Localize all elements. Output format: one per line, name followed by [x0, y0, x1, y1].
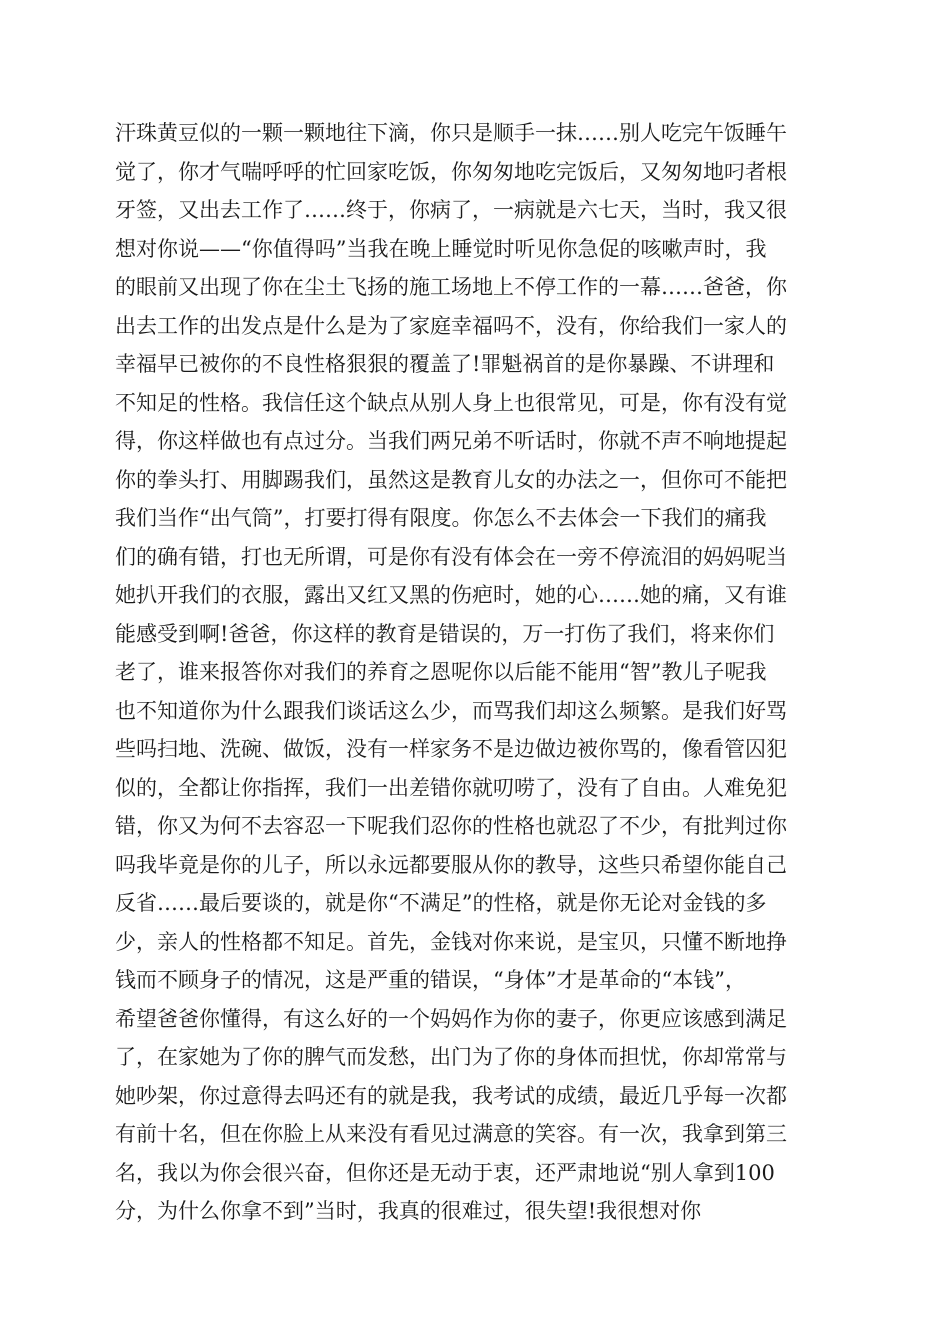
- text-line: 的眼前又出现了你在尘土飞扬的施工场地上不停工作的一幕……爸爸，你: [115, 275, 787, 299]
- text-line: 我们当作“出气筒”，打要打得有限度。你怎么不去体会一下我们的痛我: [115, 506, 767, 530]
- text-line: 觉了，你才气喘呼呼的忙回家吃饭，你匆匆地吃完饭后，又匆匆地叼者根: [115, 159, 787, 184]
- text-line: 幸福早已被你的不良性格狠狠的覆盖了!罪魁祸首的是你暴躁、不讲理和: [115, 352, 775, 376]
- text-line: 吗我毕竟是你的儿子，所以永远都要服从你的教导，这些只希望你能自己: [115, 852, 787, 877]
- text-line: 似的，全都让你指挥，我们一出差错你就叨唠了，没有了自由。人难免犯: [115, 775, 787, 800]
- text-line: 有前十名，但在你脸上从来没有看见过满意的笑容。有一次，我拿到第三: [115, 1122, 787, 1146]
- text-line: 老了，谁来报答你对我们的养育之恩呢你以后能不能用“智”教儿子呢我: [115, 660, 767, 684]
- text-line: 了，在家她为了你的脾气而发愁，出门为了你的身体而担忧，你却常常与: [115, 1045, 787, 1069]
- text-line: 错，你又为何不去容忍一下呢我们忍你的性格也就忍了不少，有批判过你: [115, 814, 787, 838]
- text-line: 出去工作的出发点是什么是为了家庭幸福吗不，没有，你给我们一家人的: [115, 313, 787, 338]
- text-line: 得，你这样做也有点过分。当我们两兄弟不听话时，你就不声不响地提起: [115, 429, 787, 453]
- text-line: 汗珠黄豆似的一颗一颗地往下滴，你只是顺手一抹……别人吃完午饭睡午: [115, 121, 787, 145]
- text-line: 她扒开我们的衣服，露出又红又黑的伤疤时，她的心……她的痛，又有谁: [115, 583, 787, 607]
- text-line: 反省……最后要谈的，就是你“不满足”的性格，就是你无论对金钱的多: [115, 891, 767, 915]
- text-line: 钱而不顾身子的情况，这是严重的错误，“身体”才是革命的“本钱”，: [115, 968, 746, 992]
- text-line: 想对你说——“你值得吗”当我在晚上睡觉时听见你急促的咳嗽声时，我: [115, 236, 767, 261]
- text-line: 牙签，又出去工作了……终于，你病了，一病就是六七天，当时，我又很: [115, 198, 787, 222]
- text-line: 少，亲人的性格都不知足。首先，金钱对你来说，是宝贝，只懂不断地挣: [115, 929, 787, 954]
- text-line: 分，为什么你拿不到”当时，我真的很难过，很失望!我很想对你: [115, 1199, 702, 1223]
- text-line: 希望爸爸你懂得，有这么好的一个妈妈作为你的妻子，你更应该感到满足: [115, 1006, 787, 1031]
- text-line: 名，我以为你会很兴奋，但你还是无动于衷，还严肃地说“别人拿到100: [115, 1160, 775, 1185]
- text-line: 她吵架，你过意得去吗还有的就是我，我考试的成绩，最近几乎每一次都: [115, 1083, 787, 1108]
- text-line: 们的确有错，打也无所谓，可是你有没有体会在一旁不停流泪的妈妈呢当: [115, 544, 787, 569]
- text-line: 你的拳头打、用脚踢我们，虽然这是教育儿女的办法之一，但你可不能把: [115, 467, 787, 492]
- text-line: 不知足的性格。我信任这个缺点从别人身上也很常见，可是，你有没有觉: [115, 390, 787, 415]
- text-line: 能感受到啊!爸爸，你这样的教育是错误的，万一打伤了我们，将来你们: [115, 621, 775, 646]
- text-line: 些吗扫地、洗碗、做饭，没有一样家务不是边做边被你骂的，像看管囚犯: [115, 737, 787, 761]
- body-text: [115, 114, 840, 1231]
- text-line: 也不知道你为什么跟我们谈话这么少，而骂我们却这么频繁。是我们好骂: [115, 698, 787, 723]
